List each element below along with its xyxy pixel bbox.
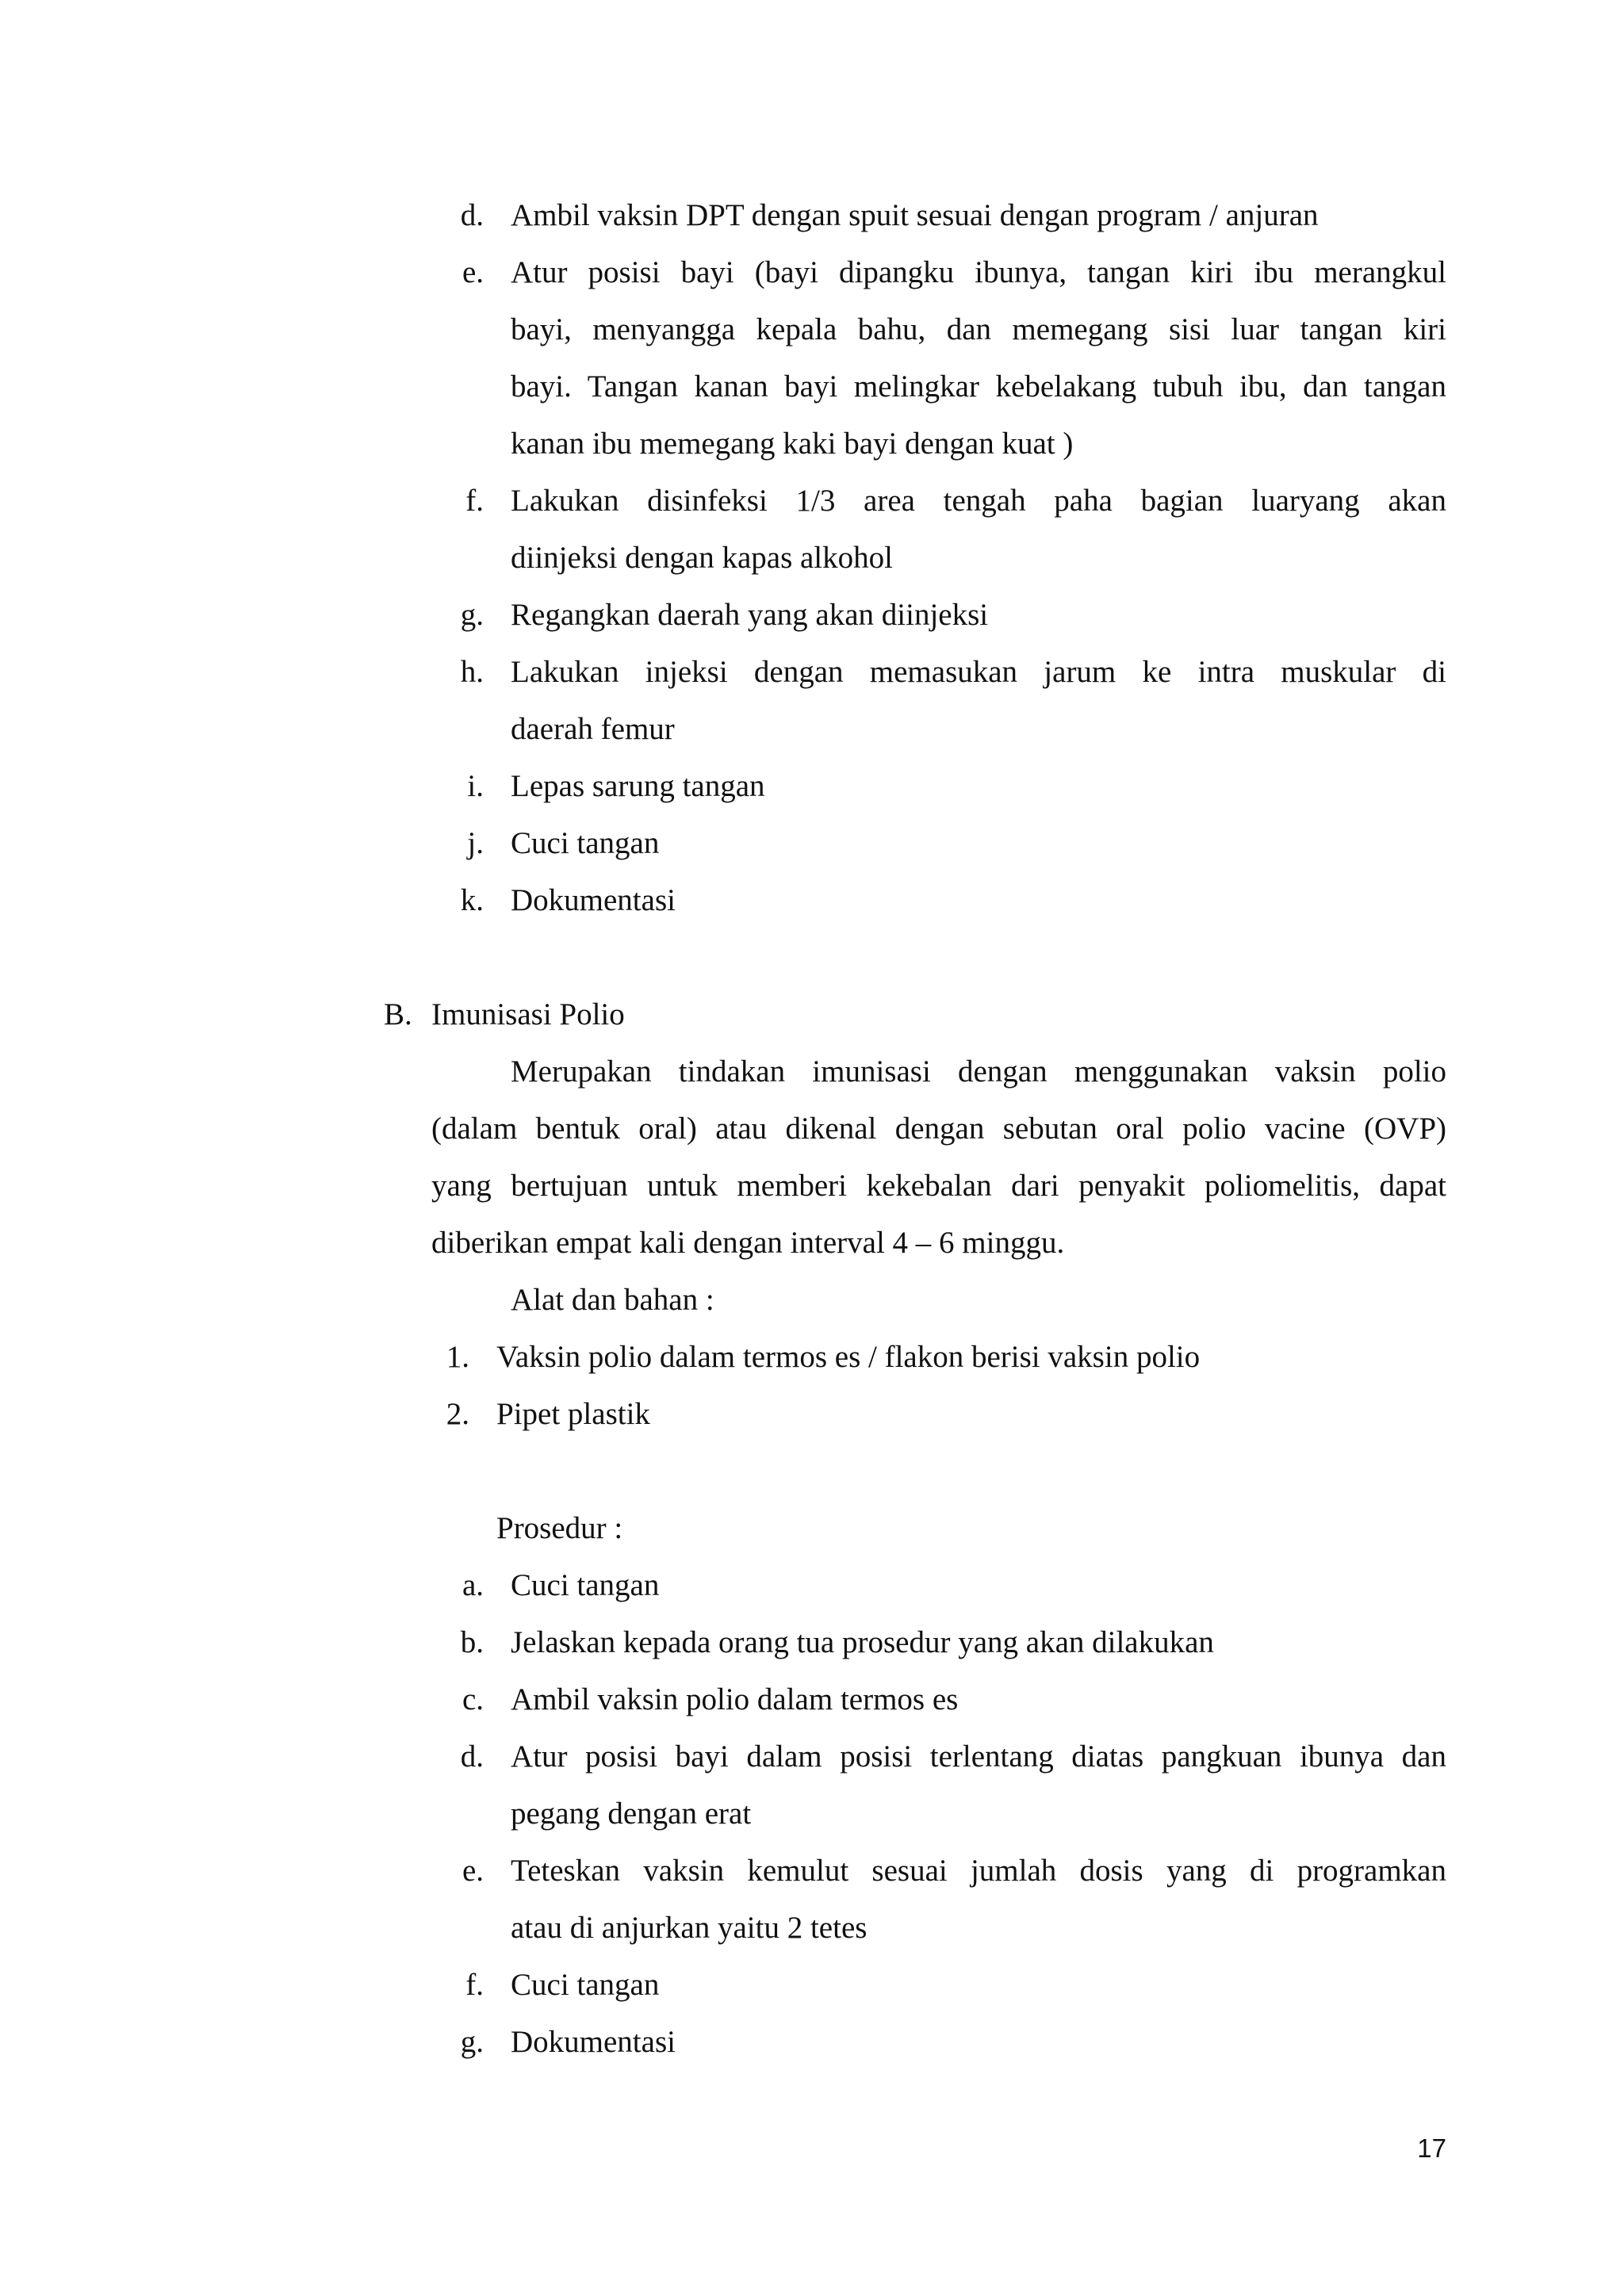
- procedure-label-d: d.: [460, 1739, 484, 1774]
- section-b-paragraph-line-1: Merupakan tindakan imunisasi dengan menggunakan vaksin polio: [511, 1054, 1446, 1089]
- list-label-i: i.: [467, 769, 484, 803]
- procedure-label-g: g.: [460, 2025, 484, 2059]
- list-label-k: k.: [460, 883, 484, 917]
- tools-item-2-text: Pipet plastik: [496, 1397, 650, 1431]
- procedure-item-g-text: Dokumentasi: [511, 2025, 676, 2059]
- list-item-j-text: Cuci tangan: [511, 826, 660, 860]
- tools-item-1-text: Vaksin polio dalam termos es / flakon berisi vaksin polio: [496, 1340, 1201, 1374]
- procedure-label-f: f.: [465, 1968, 484, 2002]
- procedure-label-c: c.: [462, 1682, 484, 1716]
- procedure-item-e-line-2: atau di anjurkan yaitu 2 tetes: [511, 1911, 868, 1945]
- section-b-paragraph-line-4: diberikan empat kali dengan interval 4 – 6 minggu.: [431, 1226, 1065, 1260]
- list-label-e: e.: [462, 255, 484, 289]
- procedure-item-d-line-1: Atur posisi bayi dalam posisi terlentang diatas pangkuan ibunya dan: [511, 1739, 1446, 1774]
- list-item-f-line-1: Lakukan disinfeksi 1/3 area tengah paha bagian luaryang akan: [511, 484, 1446, 518]
- list-item-e-line-3: bayi. Tangan kanan bayi melingkar kebelakang tubuh ibu, dan tangan: [511, 369, 1446, 404]
- tools-label-2: 2.: [446, 1397, 469, 1431]
- list-item-k-text: Dokumentasi: [511, 883, 676, 917]
- section-b-label: B.: [384, 997, 412, 1031]
- list-item-i-text: Lepas sarung tangan: [511, 769, 765, 803]
- procedure-label-e: e.: [462, 1854, 484, 1888]
- section-b-paragraph-line-2: (dalam bentuk oral) atau dikenal dengan sebutan oral polio vacine (OVP): [431, 1112, 1446, 1146]
- procedure-heading: Prosedur :: [496, 1511, 623, 1545]
- section-b-paragraph-line-3: yang bertujuan untuk memberi kekebalan dari penyakit poliomelitis, dapat: [431, 1169, 1446, 1203]
- procedure-item-e-line-1: Teteskan vaksin kemulut sesuai jumlah dosis yang di programkan: [511, 1854, 1446, 1888]
- list-item-e-line-2: bayi, menyangga kepala bahu, dan memegang sisi luar tangan kiri: [511, 312, 1446, 346]
- list-item-h-line-2: daerah femur: [511, 712, 675, 746]
- tools-heading: Alat dan bahan :: [511, 1283, 714, 1317]
- list-item-f-line-2: diinjeksi dengan kapas alkohol: [511, 541, 893, 575]
- list-label-h: h.: [460, 655, 484, 689]
- tools-label-1: 1.: [446, 1340, 469, 1374]
- procedure-item-c-text: Ambil vaksin polio dalam termos es: [511, 1682, 959, 1716]
- list-label-g: g.: [460, 598, 484, 632]
- procedure-item-d-line-2: pegang dengan erat: [511, 1797, 752, 1831]
- section-b-title: Imunisasi Polio: [431, 997, 625, 1031]
- procedure-item-b-text: Jelaskan kepada orang tua prosedur yang akan dilakukan: [511, 1625, 1214, 1659]
- list-item-g-text: Regangkan daerah yang akan diinjeksi: [511, 598, 989, 632]
- list-item-e-line-4: kanan ibu memegang kaki bayi dengan kuat ): [511, 427, 1074, 461]
- procedure-item-a-text: Cuci tangan: [511, 1568, 660, 1602]
- procedure-label-a: a.: [462, 1568, 484, 1602]
- list-item-d-text: Ambil vaksin DPT dengan spuit sesuai dengan program / anjuran: [511, 198, 1319, 232]
- procedure-label-b: b.: [460, 1625, 484, 1659]
- page-number: 17: [1417, 2133, 1446, 2163]
- list-label-d: d.: [460, 198, 484, 232]
- list-item-h-line-1: Lakukan injeksi dengan memasukan jarum ke intra muskular di: [511, 655, 1446, 689]
- procedure-item-f-text: Cuci tangan: [511, 1968, 660, 2002]
- list-label-j: j.: [467, 826, 484, 860]
- list-item-e-line-1: Atur posisi bayi (bayi dipangku ibunya, tangan kiri ibu merangkul: [511, 255, 1446, 289]
- list-label-f: f.: [465, 484, 484, 518]
